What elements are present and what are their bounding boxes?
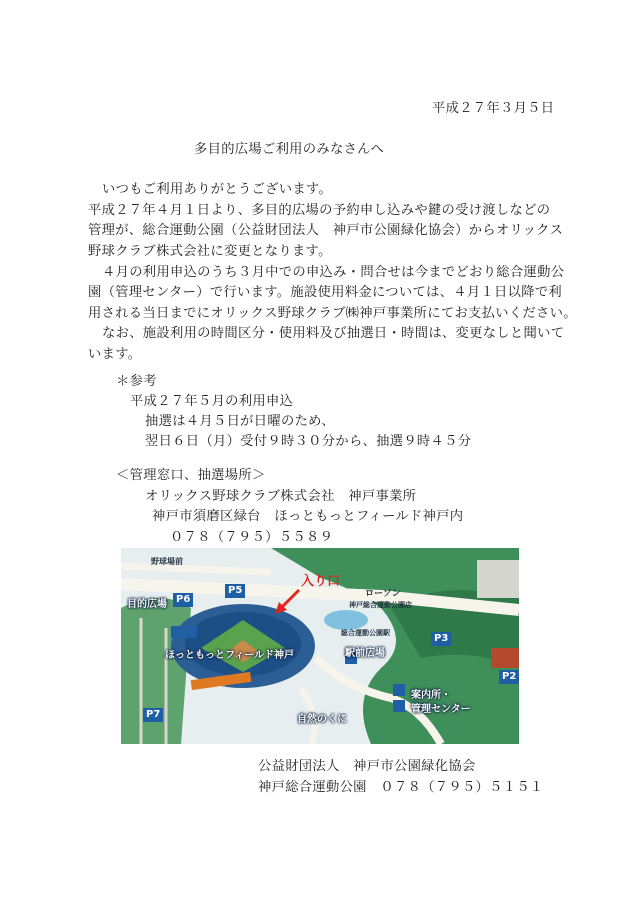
office-heading: ＜管理窓口、抽選場所＞ — [116, 468, 266, 483]
map-label-info: 案内所・ — [411, 690, 451, 701]
map-label-center: 管理センター — [411, 704, 471, 715]
footer-park: 神戸総合運動公園 ０７８（７９５）５１５１ — [258, 780, 544, 795]
body-line: なお、施設利用の時間区分・使用料及び抽選日・時間は、変更なしと聞いて — [102, 326, 565, 341]
map-label-station: 野球場前 — [151, 557, 183, 566]
body-line: 用される当日までにオリックス野球クラブ㈱神戸事業所にてお支払いください。 — [88, 306, 577, 321]
parking-p2: P2 — [499, 670, 519, 684]
document-date: 平成２７年３月５日 — [432, 101, 555, 116]
parking-p3: P3 — [431, 632, 451, 646]
document-title: 多目的広場ご利用のみなさんへ — [194, 142, 385, 157]
parking-p7: P7 — [143, 708, 163, 722]
body-line: います。 — [88, 347, 142, 362]
body-line: 園（管理センター）で行います。施設使用料金については、４月１日以降で利 — [88, 285, 563, 300]
note-heading: ＊参考 — [116, 374, 157, 389]
map-label-lawson: ローソン — [365, 589, 401, 599]
park-map — [121, 548, 519, 744]
body-line: いつもご利用ありがとうございます。 — [102, 182, 333, 197]
map-label-nature: 自然のくに — [297, 714, 347, 725]
body-line: 管理が、総合運動公園（公益財団法人 神戸市公園緑化協会）からオリックス — [88, 223, 564, 238]
map-label-stadium: ほっともっとフィールド神戸 — [165, 650, 294, 661]
body-line: 平成２７年４月１日より、多目的広場の予約申し込みや鍵の受け渡しなどの — [88, 203, 551, 218]
map-label-station-plaza: 駅前広場 — [345, 648, 385, 659]
note-line: 抽選は４月５日が日曜のため、 — [145, 414, 335, 429]
body-line: ４月の利用申込のうち３月中での申込み・問合せは今までどおり総合運動公 — [102, 265, 565, 280]
note-line: 翌日６日（月）受付９時３０分から、抽選９時４５分 — [145, 434, 472, 449]
parking-p6: P6 — [173, 593, 193, 607]
office-phone: ０７８（７９５）５５８９ — [170, 530, 334, 545]
parking-p5: P5 — [225, 584, 245, 598]
map-label-park-station: 総合運動公園駅 — [341, 629, 390, 637]
map-label-entrance: 入り口 — [301, 574, 341, 589]
office-name: オリックス野球クラブ株式会社 神戸事業所 — [145, 489, 417, 504]
map-label-plaza: 目的広場 — [127, 599, 167, 610]
body-line: 野球クラブ株式会社に変更となります。 — [88, 244, 332, 259]
office-address: 神戸市須磨区緑台 ほっともっとフィールド神戸内 — [152, 509, 464, 524]
footer-org: 公益財団法人 神戸市公園緑化協会 — [258, 759, 476, 774]
note-line: 平成２７年５月の利用申込 — [130, 394, 294, 409]
map-label-lawson-sub: 神戸総合運動公園店 — [349, 601, 412, 609]
